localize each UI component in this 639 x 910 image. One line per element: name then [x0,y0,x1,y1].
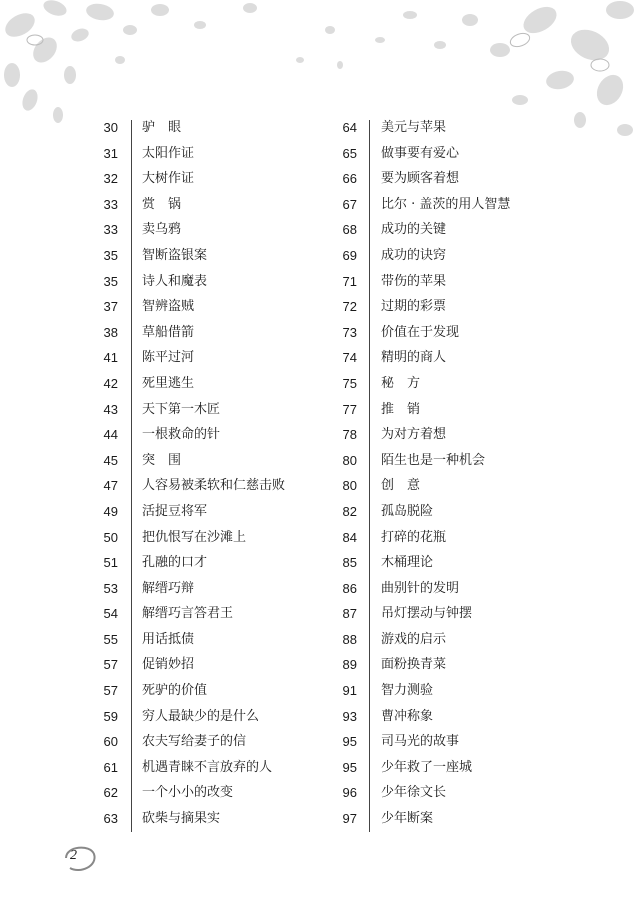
toc-page-number: 74 [342,350,357,366]
toc-title: 推 销 [381,401,421,417]
toc-title: 精明的商人 [381,350,447,366]
toc-title: 促销妙招 [142,657,195,673]
toc-page-number: 38 [103,324,118,340]
toc-page-number: 80 [342,478,357,494]
toc-title: 诗人和魔表 [142,273,208,289]
toc-page-number: 54 [103,606,118,622]
toc-title: 人容易被柔软和仁慈击败 [142,478,286,494]
toc-title: 带伤的苹果 [381,273,447,289]
toc-title: 活捉豆将军 [142,503,208,519]
toc-title: 智辨盗贼 [142,299,195,315]
toc-page-number: 35 [103,273,118,289]
toc-page-number: 91 [342,683,357,699]
toc-page-number: 33 [103,222,118,238]
toc-page-number: 41 [103,350,118,366]
toc-title: 过期的彩票 [381,299,447,315]
toc-page-number: 44 [103,427,118,443]
toc-title: 卖乌鸦 [142,222,182,238]
toc-title: 打碎的花瓶 [381,529,447,545]
toc-page-number: 86 [342,580,357,596]
toc-page-number: 64 [342,120,357,135]
toc-title: 面粉换青菜 [381,657,447,673]
toc-title: 智断盗银案 [142,247,208,263]
toc-title: 秘 方 [381,375,421,391]
toc-title: 突 围 [142,452,182,468]
toc-title: 孔融的口才 [142,555,208,571]
toc-page-number: 72 [342,299,357,315]
page-number-badge [60,840,100,876]
toc-title: 解缙巧辩 [142,580,195,596]
toc-title: 木桶理论 [381,555,434,571]
toc-page-number: 68 [342,222,357,238]
toc-title: 曹冲称象 [381,708,434,724]
toc-page-number: 95 [342,759,357,775]
toc-page-number: 67 [342,196,357,212]
toc-title: 太阳作证 [142,145,195,161]
toc-page-number: 30 [103,120,118,135]
toc-title: 一个小小的改变 [142,785,234,801]
toc-title: 孤岛脱险 [381,503,434,519]
toc-page-number: 37 [103,299,118,315]
toc-page-number: 47 [103,478,118,494]
toc-page-number: 65 [342,145,357,161]
left-divider [131,120,132,832]
toc-page-number: 66 [342,171,357,187]
toc-page-number: 35 [103,247,118,263]
toc-title: 曲别针的发明 [381,580,460,596]
right-divider [369,120,370,832]
toc-title: 成功的诀窍 [381,247,447,263]
toc-title: 机遇青睐不言放弃的人 [142,759,273,775]
toc-page-number: 78 [342,427,357,443]
toc-page-number: 33 [103,196,118,212]
toc-title: 驴 眼 [142,120,182,135]
toc-page-number: 57 [103,683,118,699]
toc-title: 要为顾客着想 [381,171,460,187]
toc-page-number: 61 [103,759,118,775]
toc-page-number: 57 [103,657,118,673]
page-badge-swirl-icon [60,840,100,876]
toc-title: 少年断案 [381,811,434,827]
toc-page-number: 69 [342,247,357,263]
toc-page-number: 85 [342,555,357,571]
toc-page-number: 77 [342,401,357,417]
toc-page-number: 51 [103,555,118,571]
toc-title: 少年徐文长 [381,785,447,801]
toc-page-number: 96 [342,785,357,801]
toc-title: 成功的关键 [381,222,447,238]
toc-title: 少年救了一座城 [381,759,473,775]
toc-title: 陈平过河 [142,350,195,366]
toc-title: 价值在于发现 [381,324,460,340]
toc-title: 陌生也是一种机会 [381,452,486,468]
toc-page-number: 43 [103,401,118,417]
toc-page-number: 42 [103,375,118,391]
toc-title: 赏 锅 [142,196,182,212]
toc-page-number: 63 [103,811,118,827]
toc-page-number: 88 [342,631,357,647]
toc-page-number: 87 [342,606,357,622]
toc-page-number: 73 [342,324,357,340]
toc-title: 游戏的启示 [381,631,447,647]
toc-title: 美元与苹果 [381,120,447,135]
toc-page-number: 82 [342,503,357,519]
toc-title: 死里逃生 [142,375,195,391]
toc-title: 解缙巧言答君王 [142,606,234,622]
toc-page-number: 84 [342,529,357,545]
toc-title: 用话抵债 [142,631,195,647]
toc-title: 草船借箭 [142,324,195,340]
toc-title: 死驴的价值 [142,683,208,699]
toc-page-number: 45 [103,452,118,468]
toc-page-number: 71 [342,273,357,289]
toc-page-number: 49 [103,503,118,519]
toc-page-number: 60 [103,734,118,750]
toc-page-number: 31 [103,145,118,161]
toc-page-number: 62 [103,785,118,801]
toc-title: 一根救命的针 [142,427,221,443]
toc-page-number: 80 [342,452,357,468]
toc-page-number: 97 [342,811,357,827]
toc-title: 把仇恨写在沙滩上 [142,529,247,545]
toc-page-number: 50 [103,529,118,545]
toc-page-number: 59 [103,708,118,724]
toc-page-number: 89 [342,657,357,673]
toc-title: 做事要有爱心 [381,145,460,161]
toc-title: 穷人最缺少的是什么 [142,708,260,724]
toc-title: 智力测验 [381,683,434,699]
toc-title: 创 意 [381,478,421,494]
toc-page-number: 93 [342,708,357,724]
toc-title: 吊灯摆动与钟摆 [381,606,473,622]
toc-page-number: 75 [342,375,357,391]
toc-title: 砍柴与摘果实 [142,811,221,827]
toc-page-number: 55 [103,631,118,647]
toc-title: 为对方着想 [381,427,447,443]
toc-title: 农夫写给妻子的信 [142,734,247,750]
toc-title: 比尔 · 盖茨的用人智慧 [381,196,511,212]
page-number: 2 [70,848,77,863]
toc-page-number: 32 [103,171,118,187]
toc-title: 司马光的故事 [381,734,460,750]
toc-page-number: 53 [103,580,118,596]
toc-title: 大树作证 [142,171,195,187]
toc-title: 天下第一木匠 [142,401,221,417]
toc-page-number: 95 [342,734,357,750]
